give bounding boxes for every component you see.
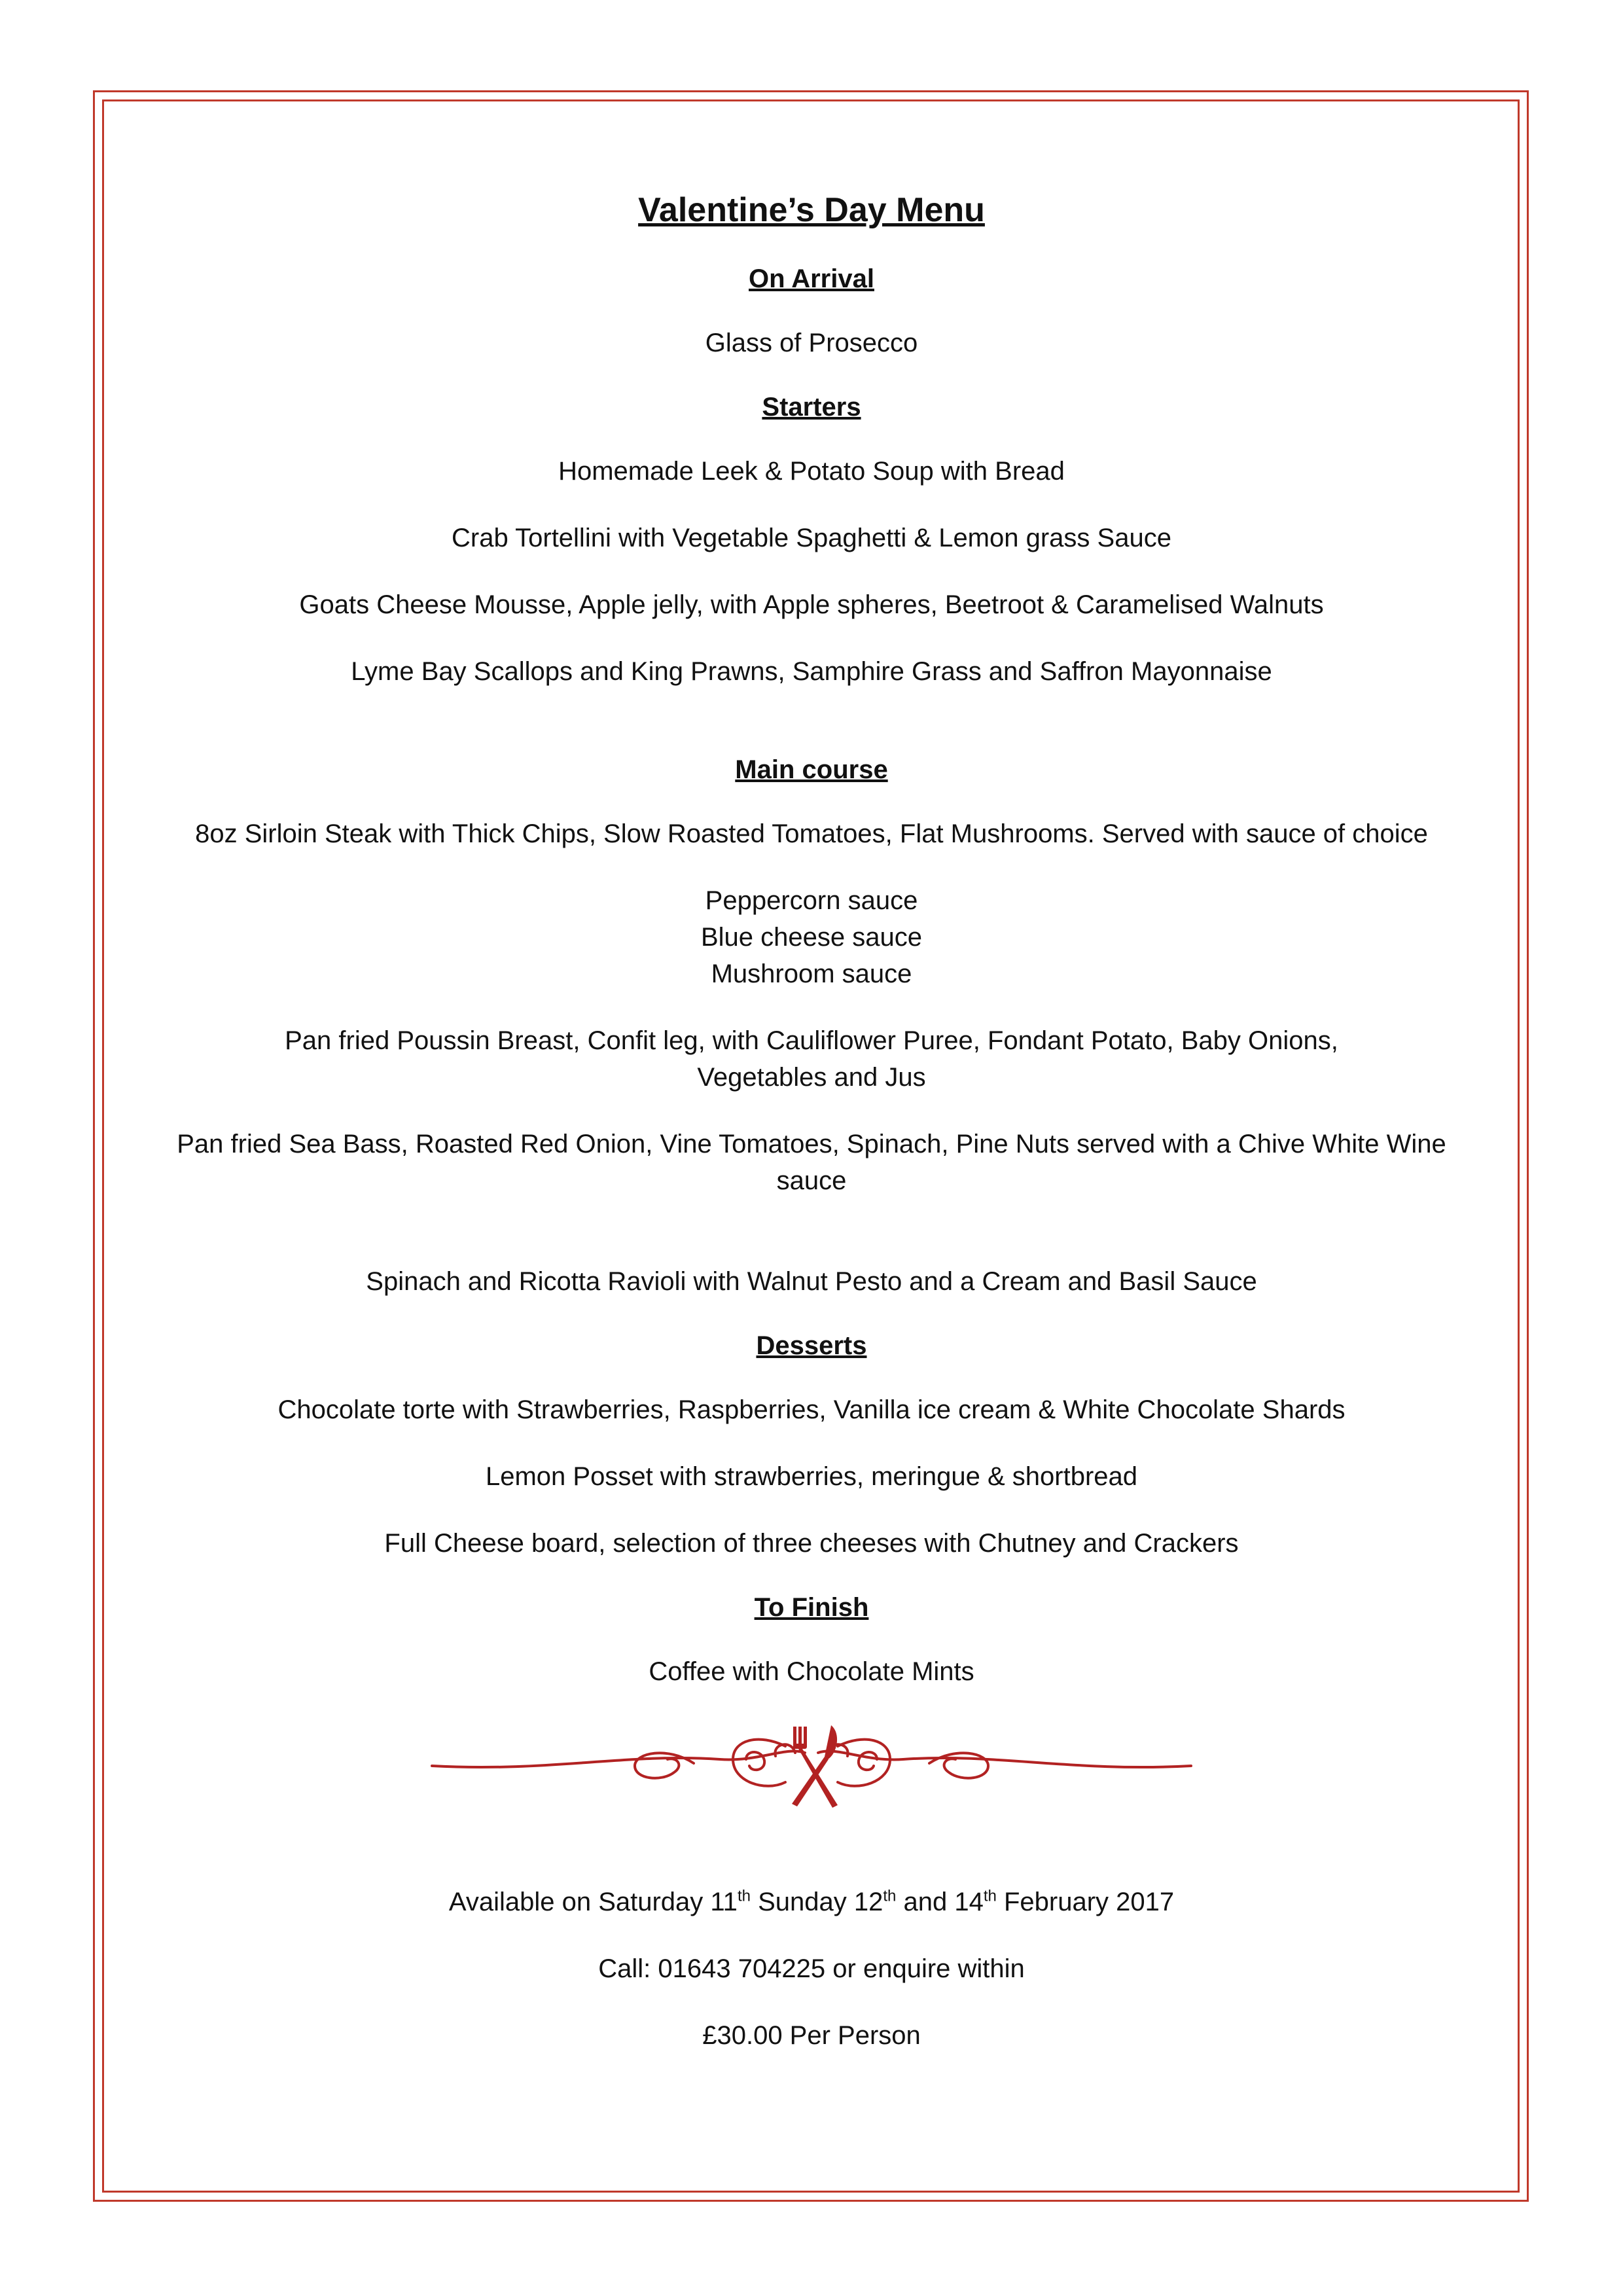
sauce-list — [131, 882, 1492, 992]
section-heading-starters: Starters — [762, 393, 861, 422]
contact-phone: Call: 01643 704225 or enquire within — [598, 1954, 1025, 1984]
starter-item: Lyme Bay Scallops and King Prawns, Samphire Grass and Saffron Mayonnaise — [351, 657, 1272, 687]
main-item-ravioli: Spinach and Ricotta Ravioli with Walnut Pesto and a Cream and Basil Sauce — [366, 1267, 1257, 1297]
availability-text — [131, 1884, 1492, 1920]
ordinal-suffix: th — [883, 1888, 897, 1906]
starter-item: Homemade Leek & Potato Soup with Bread — [558, 457, 1065, 486]
sauce-item: Peppercorn sauce — [705, 886, 918, 916]
availability-prefix: Available on Saturday 11 — [448, 1888, 738, 1917]
ordinal-suffix: th — [737, 1888, 751, 1906]
sauce-item: Blue cheese sauce — [700, 923, 922, 952]
arrival-item: Glass of Prosecco — [705, 329, 918, 358]
fork-knife-flourish-icon — [419, 1720, 1204, 1812]
sauce-item: Mushroom sauce — [711, 960, 912, 989]
finish-item: Coffee with Chocolate Mints — [649, 1657, 974, 1687]
menu-content — [131, 190, 1492, 2084]
dessert-item: Chocolate torte with Strawberries, Raspberries, Vanilla ice cream & White Chocolate Shards — [277, 1395, 1346, 1425]
menu-title: Valentine’s Day Menu — [638, 191, 985, 229]
section-heading-arrival: On Arrival — [749, 264, 874, 294]
main-item-poussin: Pan fried Poussin Breast, Confit leg, with Cauliflower Puree, Fondant Potato, Baby Onions, Vegetables and Jus — [285, 1026, 1338, 1092]
availability-mid: Sunday 12 — [750, 1888, 883, 1917]
starter-item: Crab Tortellini with Vegetable Spaghetti & Lemon grass Sauce — [452, 524, 1171, 553]
dessert-item: Lemon Posset with strawberries, meringue & shortbread — [485, 1462, 1137, 1492]
price: £30.00 Per Person — [702, 2021, 921, 2051]
availability-mid: and 14 — [896, 1888, 984, 1917]
section-heading-main: Main course — [735, 755, 888, 785]
dessert-item: Full Cheese board, selection of three cheeses with Chutney and Crackers — [384, 1529, 1239, 1558]
starter-item: Goats Cheese Mousse, Apple jelly, with Apple spheres, Beetroot & Caramelised Walnuts — [299, 590, 1324, 620]
ordinal-suffix: th — [983, 1888, 997, 1906]
section-heading-desserts: Desserts — [756, 1331, 867, 1361]
main-item-steak: 8oz Sirloin Steak with Thick Chips, Slow Roasted Tomatoes, Flat Mushrooms. Served with sauce of choice — [195, 819, 1428, 849]
section-heading-finish: To Finish — [754, 1593, 869, 1623]
availability-suffix: February 2017 — [996, 1888, 1175, 1917]
main-item-seabass: Pan fried Sea Bass, Roasted Red Onion, Vine Tomatoes, Spinach, Pine Nuts served with a Chive White Wine sauce — [177, 1130, 1446, 1196]
